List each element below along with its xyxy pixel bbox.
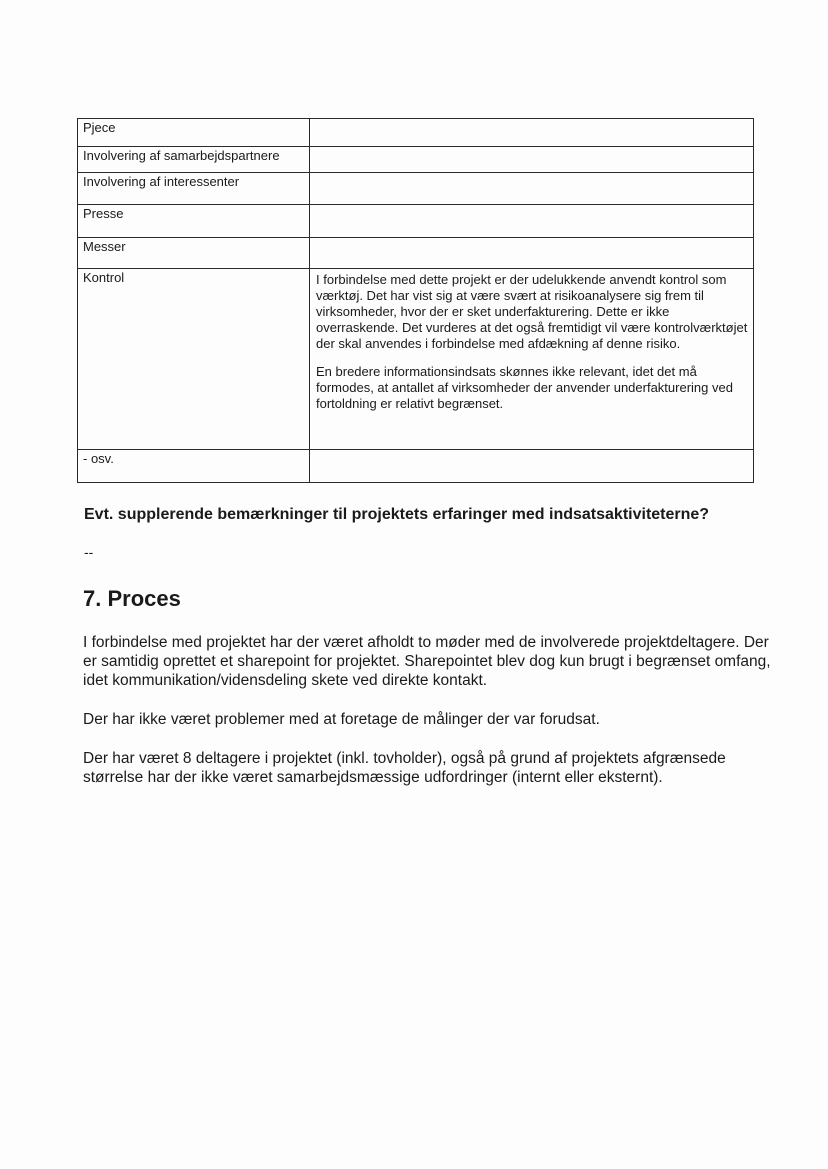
table-row — [78, 269, 754, 450]
body-paragraph: Der har ikke været problemer med at foretage de målinger der var forudsat. — [83, 711, 600, 728]
row-description — [310, 269, 754, 450]
row-label: Messer — [78, 238, 310, 269]
activities-table — [77, 118, 754, 483]
remarks-question: Evt. supplerende bemærkninger til projektets erfaringer med indsatsaktiviteterne? — [84, 506, 710, 523]
kontrol-paragraph-1: I forbindelse med dette projekt er der udelukkende anvendt kontrol som værktøj. Det har vist sig at være svært at risikoanalysere sig frem til virksomheder, hvor der er sket underfakturering. Dette er ikke overraskende. Det vurderes at det også fremtidigt vil være kontrolværktøjet der skal anvendes i forbindelse med afdækning af denne risiko. — [316, 272, 748, 351]
table-row — [78, 147, 754, 173]
body-paragraph: I forbindelse med projektet har der været afholdt to møder med de involverede projektdeltagere. Der er samtidig oprettet et sharepoint for projektet. Sharepointet blev dog kun brugt i begrænset omfang, idet kommunikation/vidensdeling skete ved direkte kontakt. — [83, 634, 771, 689]
kontrol-paragraph-2: En bredere informationsindsats skønnes ikke relevant, idet det må formodes, at antallet af virksomheder der anvender underfakturering ved fortoldning er relativt begrænset. — [316, 364, 733, 411]
section-title: 7. Proces — [83, 586, 181, 611]
row-label: Pjece — [78, 119, 310, 147]
row-description — [310, 238, 754, 269]
row-description — [310, 205, 754, 238]
row-description — [310, 119, 754, 147]
table-row — [78, 238, 754, 269]
row-description — [310, 173, 754, 205]
table-row — [78, 119, 754, 147]
row-label: Presse — [78, 205, 310, 238]
row-description — [310, 147, 754, 173]
row-label: Involvering af interessenter — [78, 173, 310, 205]
row-description — [310, 450, 754, 483]
remarks-answer: -- — [84, 544, 94, 560]
row-label: Involvering af samarbejdspartnere — [78, 147, 310, 173]
table-row — [78, 450, 754, 483]
row-label: - osv. — [78, 450, 310, 483]
table-row — [78, 173, 754, 205]
table-row — [78, 205, 754, 238]
row-label: Kontrol — [78, 269, 310, 450]
body-paragraph: Der har været 8 deltagere i projektet (inkl. tovholder), også på grund af projektets afgrænsede størrelse har der ikke været samarbejdsmæssige udfordringer (internt eller eksternt). — [83, 750, 726, 786]
